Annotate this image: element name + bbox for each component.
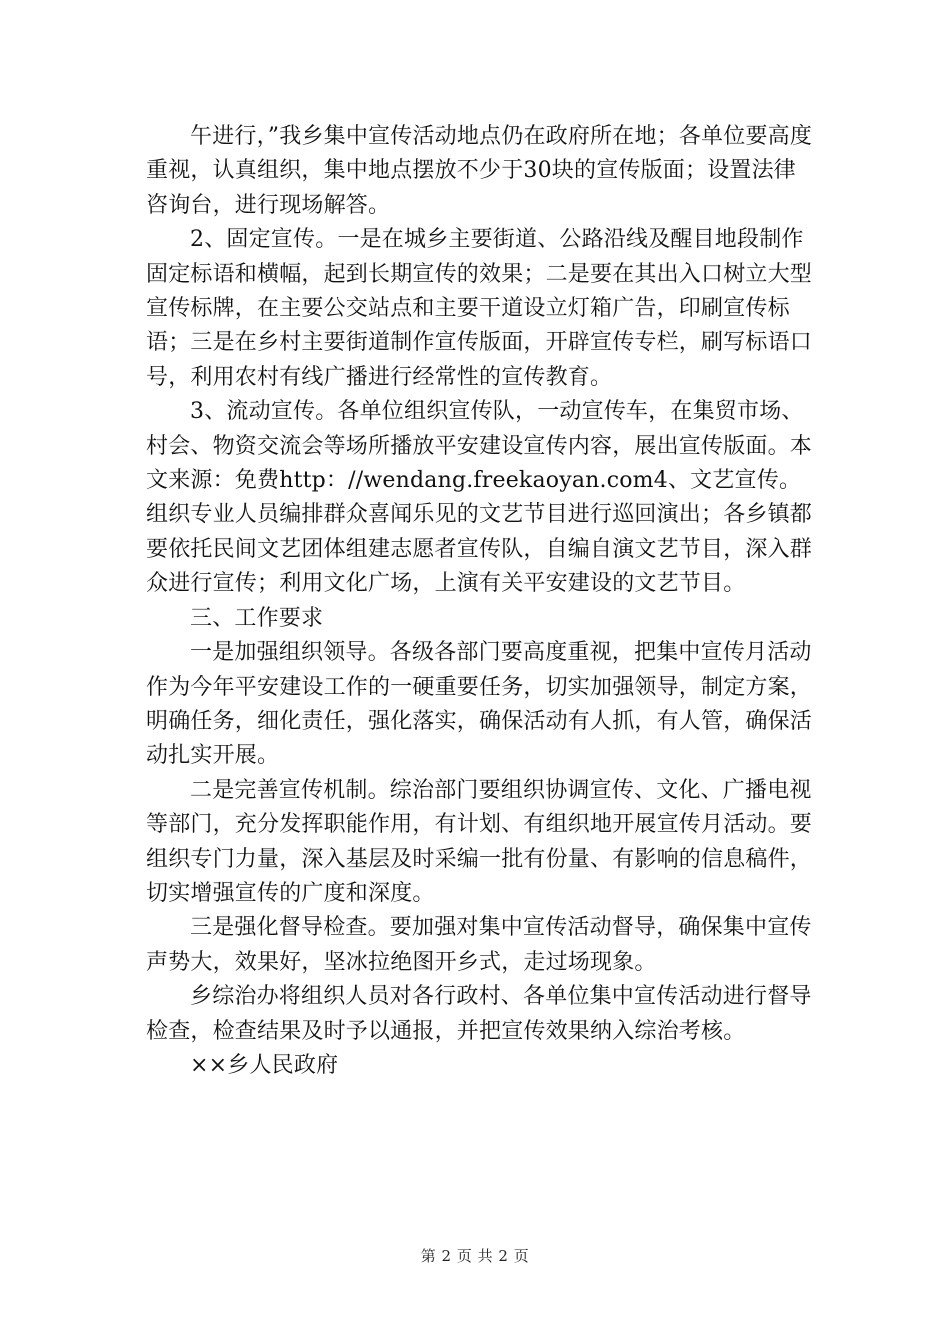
section-heading-work-requirements: 三、工作要求 xyxy=(190,605,324,631)
paragraph-continuation: 午进行，”我乡集中宣传活动地点仍在政府所在地；各单位要高度重视，认真组织，集中地点摆放不少于30块的宣传版面；设置法律咨询台，进行现场解答。 xyxy=(146,124,813,218)
paragraph-strengthen-leadership: 一是加强组织领导。各级各部门要高度重视，把集中宣传月活动作为今年平安建设工作的一硬重要任务，切实加强领导，制定方案，明确任务，细化责任，强化落实，确保活动有人抓，有人管，确保活动扎实开展。 xyxy=(146,640,813,769)
page-number: 第 2 页 共 2 页 xyxy=(420,1247,530,1265)
paragraph-supervision: 三是强化督导检查。要加强对集中宣传活动督导，确保集中宣传声势大，效果好，坚冰拉绝图开乡式，走过场现象。 xyxy=(146,915,812,975)
paragraph-fixed-publicity: 2、固定宣传。一是在城乡主要街道、公路沿线及醒目地段制作固定标语和横幅，起到长期宣传的效果；二是要在其出入口树立大型宣传标牌，在主要公交站点和主要干道设立灯箱广告，印刷宣传标语；三是在乡村主要街道制作宣传版面，开辟宣传专栏，刷写标语口号，利用农村有线广播进行经常性的宣传教育。 xyxy=(146,227,813,390)
paragraph-inspection: 乡综治办将组织人员对各行政村、各单位集中宣传活动进行督导检查，检查结果及时予以通报，并把宣传效果纳入综治考核。 xyxy=(146,984,812,1044)
paragraph-improve-mechanism: 二是完善宣传机制。综治部门要组织协调宣传、文化、广播电视等部门，充分发挥职能作用，有计划、有组织地开展宣传月活动。要组织专门力量，深入基层及时采编一批有份量、有影响的信息稿件，切实增强宣传的广度和深度。 xyxy=(146,777,813,906)
signature-organization: ××乡人民政府 xyxy=(190,1052,339,1078)
document-body xyxy=(146,120,816,1083)
paragraph-mobile-publicity: 3、流动宣传。各单位组织宣传队，一动宣传车，在集贸市场、村会、物资交流会等场所播放平安建设宣传内容，展出宣传版面。本文来源：免费http：//wendang.freekaoyan.com4、文艺宣传。组织专业人员编排群众喜闻乐见的文艺节目进行巡回演出；各乡镇都要依托民间文艺团体组建志愿者宣传队，自编自演文艺节目，深入群众进行宣传；利用文化广场，上演有关平安建设的文艺节目。 xyxy=(146,399,813,597)
page-footer xyxy=(0,1246,950,1266)
